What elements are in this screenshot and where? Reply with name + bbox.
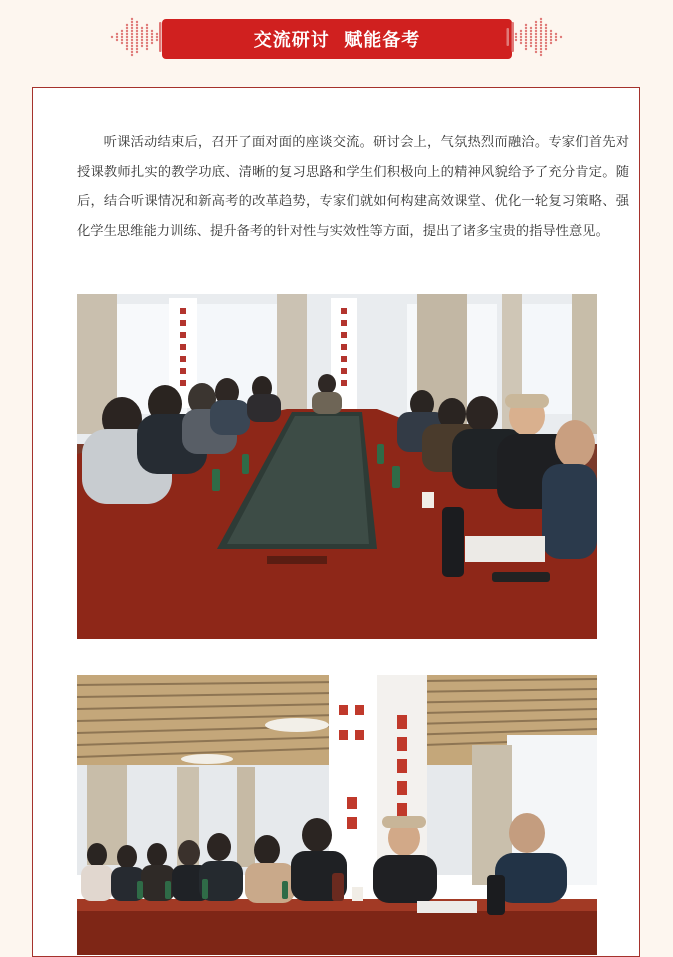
article-paragraph: 听课活动结束后，召开了面对面的座谈交流。研讨会上，气氛热烈而融洽。专家们首先对授课教师扎实的教学功底、清晰的复习思路和学生们积极向上的精神风貌给予了充分肯定。随后，结合听课情况和新高考的改革趋势，专家们就如何构建高效课堂、优化一轮复习策略、强化学生思维能力训练、提升备考的针对性与实效性等方面，提出了诸多宝贵的指导性意见。: [77, 135, 629, 239]
meeting-photo-1: [77, 294, 597, 639]
meeting-photo-2: [77, 675, 597, 955]
article-card: [32, 87, 640, 957]
section-title: 交流研讨 赋能备考: [162, 19, 512, 59]
left-dot-wave-decoration: [109, 14, 159, 60]
right-dot-wave-decoration: [514, 14, 564, 60]
section-header: [0, 0, 673, 70]
